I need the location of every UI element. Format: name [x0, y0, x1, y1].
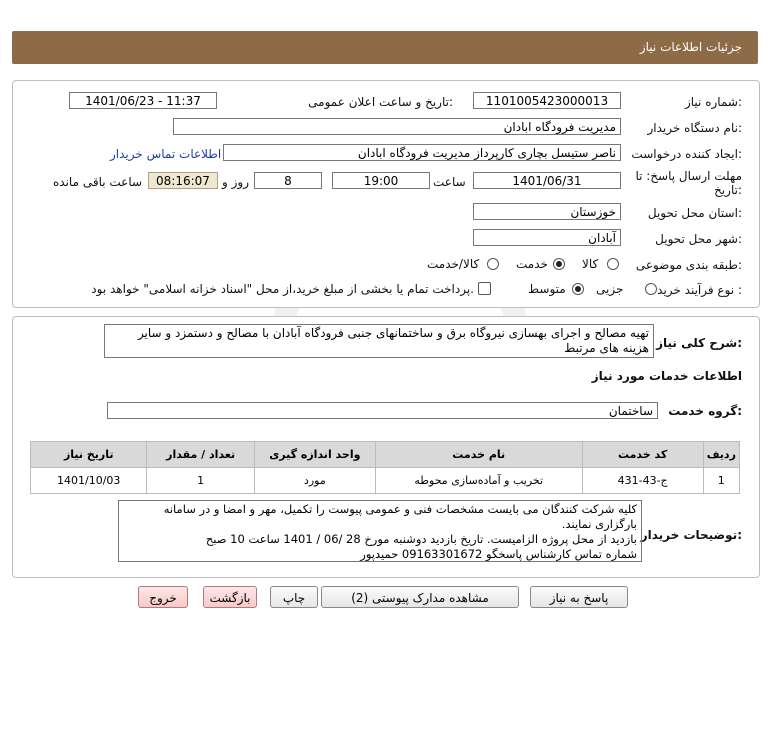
- view-attachments-button[interactable]: مشاهده مدارک پیوستی (2): [321, 586, 519, 608]
- category-radio-goods-service[interactable]: [487, 258, 499, 270]
- buyer-org-label: نام دستگاه خریدار:: [647, 121, 742, 135]
- services-table: [30, 441, 740, 494]
- col-row-number: ردیف: [703, 442, 739, 468]
- print-button[interactable]: چاپ: [270, 586, 318, 608]
- col-service-code: کد خدمت: [582, 442, 703, 468]
- process-radio-minor[interactable]: [645, 283, 657, 295]
- cell-need-date: 1401/10/03: [31, 468, 147, 494]
- table-row: [31, 468, 740, 494]
- announce-date-field: 1401/06/23 - 11:37: [69, 92, 217, 109]
- buyer-notes-line-3: شماره تماس کارشناس پاسخگو 09163301672 حمیدپور: [360, 547, 637, 561]
- need-number-field: 1101005423000013: [473, 92, 621, 109]
- col-unit: واحد اندازه گیری: [254, 442, 375, 468]
- process-option-minor: جزیی: [596, 282, 624, 296]
- back-button[interactable]: بازگشت: [203, 586, 257, 608]
- remaining-time-field: 08:16:07: [148, 172, 218, 189]
- process-label: نوع فرآیند خرید :: [657, 283, 742, 297]
- col-quantity: تعداد / مقدار: [147, 442, 254, 468]
- cell-service-name: تخریب و آماده‌سازی محوطه: [375, 468, 582, 494]
- description-label: شرح کلی نیاز:: [656, 336, 742, 350]
- province-field: خوزستان: [473, 203, 621, 220]
- service-group-label: گروه خدمت:: [668, 404, 742, 418]
- buyer-notes-field: [118, 500, 642, 562]
- days-field: 8: [254, 172, 322, 189]
- exit-button[interactable]: خروج: [138, 586, 188, 608]
- announce-date-label: تاریخ و ساعت اعلان عمومی:: [308, 95, 453, 109]
- cell-quantity: 1: [147, 468, 254, 494]
- col-need-date: تاریخ نیاز: [31, 442, 147, 468]
- deadline-label: مهلت ارسال پاسخ: تا: [635, 169, 742, 183]
- city-field: آبادان: [473, 229, 621, 246]
- category-label: طبقه بندی موضوعی:: [635, 258, 742, 272]
- requester-label: ایجاد کننده درخواست:: [631, 147, 742, 161]
- deadline-date-field: 1401/06/31: [473, 172, 621, 189]
- reply-button[interactable]: پاسخ به نیاز: [530, 586, 628, 608]
- category-radio-service[interactable]: [553, 258, 565, 270]
- info-panel: [12, 80, 760, 308]
- payment-note: پرداخت تمام یا بخشی از مبلغ خرید،از محل "اسناد خزانه اسلامی" خواهد بود.: [91, 282, 474, 296]
- treasury-payment-checkbox[interactable]: [478, 282, 491, 295]
- page-header: [12, 31, 758, 64]
- city-label: شهر محل تحویل:: [655, 232, 742, 246]
- days-label: روز و: [222, 175, 249, 189]
- description-field: تهیه مصالح و اجرای بهسازی نیروگاه برق و ساختمانهای جنبی فرودگاه آبادان با مصالح و دستمزد و سایر هزینه های مرتبط: [104, 324, 654, 358]
- deadline-label-date: تاریخ:: [714, 183, 742, 197]
- buyer-notes-line-2: بازدید از محل پروژه الزامیست. تاریخ بازدید دوشنبه مورخ 28 /06 / 1401 ساعت 10 صبح: [205, 532, 637, 546]
- province-label: استان محل تحویل:: [647, 206, 742, 220]
- remaining-label: ساعت باقی مانده: [53, 175, 143, 189]
- service-group-field: ساختمان: [107, 402, 658, 419]
- cell-unit: مورد: [254, 468, 375, 494]
- process-option-medium: متوسط: [528, 282, 566, 296]
- requester-field: ناصر ستیسل بچاری کارپرداز مدیریت فرودگاه ابادان: [223, 144, 621, 161]
- page-title: جزئیات اطلاعات نیاز: [639, 40, 742, 54]
- buyer-contact-link[interactable]: اطلاعات تماس خریدار: [110, 147, 222, 161]
- buyer-notes-label: توضیحات خریدار:: [640, 528, 742, 542]
- need-number-label: شماره نیاز:: [684, 95, 742, 109]
- buyer-org-field: مدیریت فرودگاه ابادان: [173, 118, 621, 135]
- deadline-time-label: ساعت: [433, 175, 466, 189]
- table-header-row: [31, 442, 740, 468]
- deadline-time-field: 19:00: [332, 172, 430, 189]
- category-option-goods-service: کالا/خدمت: [427, 257, 480, 271]
- process-radio-medium[interactable]: [572, 283, 584, 295]
- buyer-notes-line-1: کلیه شرکت کنندگان می بایست مشخصات فنی و عمومی پیوست را تکمیل، مهر و امضا و در سامانه بارگزاری نمایند.: [163, 502, 637, 531]
- col-service-name: نام خدمت: [375, 442, 582, 468]
- category-option-service: خدمت: [516, 257, 548, 271]
- category-radio-goods[interactable]: [607, 258, 619, 270]
- category-option-goods: کالا: [582, 257, 599, 271]
- cell-service-code: ج-43-431: [582, 468, 703, 494]
- cell-row-number: 1: [703, 468, 739, 494]
- services-section-title: اطلاعات خدمات مورد نیاز: [591, 369, 742, 383]
